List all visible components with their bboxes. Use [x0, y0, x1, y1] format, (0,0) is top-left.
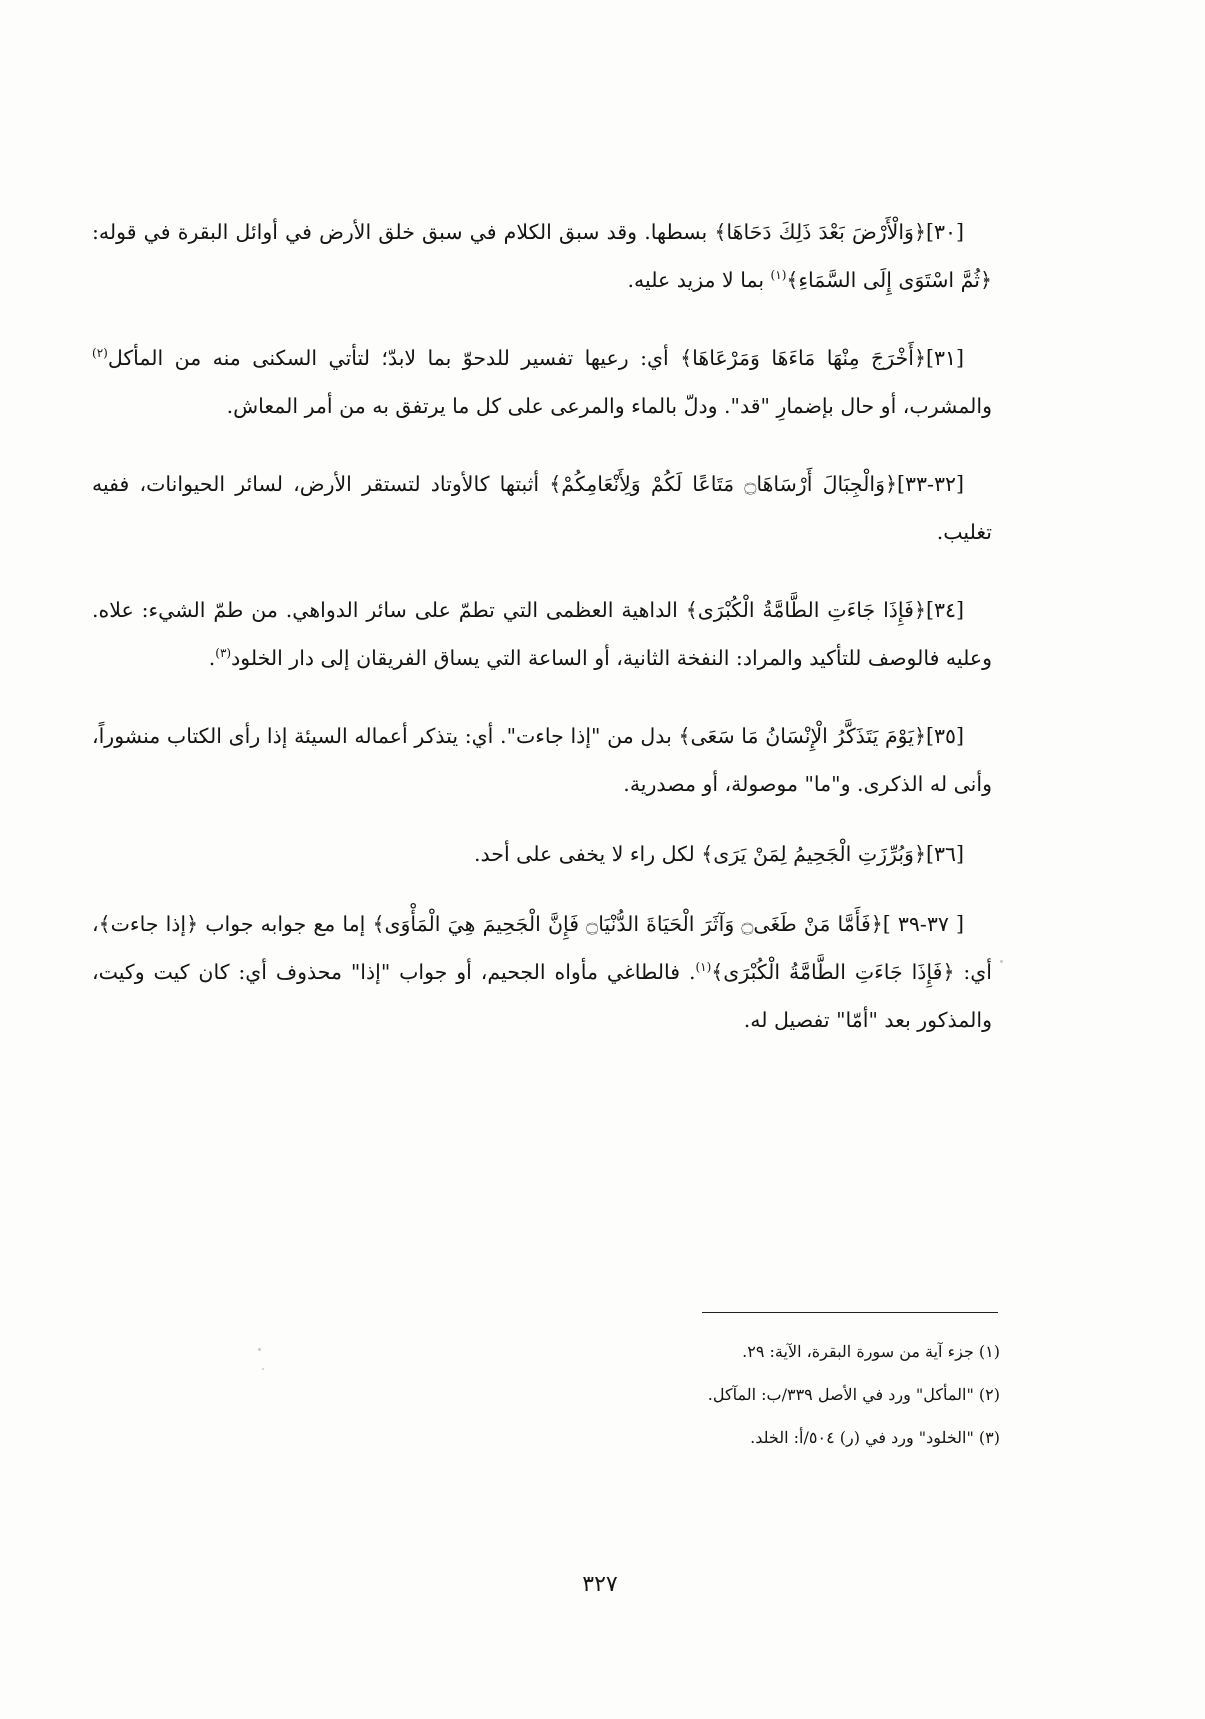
- commentary-tail: بما لا مزيد عليه.: [627, 268, 771, 292]
- verse-number: [٣٥]: [925, 724, 964, 748]
- page-number: ٣٢٧: [582, 1572, 618, 1597]
- footnote-1: (١) جزء آية من سورة البقرة، الآية: ٢٩.: [742, 1342, 1000, 1361]
- paragraph-34: [92, 586, 992, 682]
- footnote-3: (٣) "الخلود" ورد في (ر) ٥٠٤/أ: الخلد.: [750, 1428, 1000, 1447]
- commentary-text: إما مع جوابه جواب ﴿إذا جاءت﴾، أي: ﴿فَإِذَا جَاءَتِ الطَّامَّةُ الْكُبْرَى﴾: [92, 912, 992, 984]
- commentary-text: لكل راء لا يخفى على أحد.: [474, 842, 702, 866]
- commentary-tail: والمشرب، أو حال بإضمارِ "قد". ودلّ بالماء والمرعى على كل ما يرتفق به من أمر المعاش.: [226, 394, 992, 418]
- quran-verse: ﴿وَالْجِبَالَ أَرْسَاهَا۝ مَتَاعًا لَكُمْ وَلِأَنْعَامِكُمْ﴾: [549, 472, 897, 496]
- footnotes: [600, 1330, 1000, 1459]
- main-text: [92, 208, 992, 1074]
- commentary-text: الداهية العظمى التي تطمّ على سائر الدواهي. من طمّ الشيء: علاه. وعليه فالوصف للتأكيد والمراد: النفخة الثانية، أو الساعة التي يساق الفريقان إلى دار الخلود: [92, 598, 992, 670]
- verse-number: [٣٠]: [925, 220, 964, 244]
- footnote-separator: [702, 1312, 998, 1313]
- commentary-text: بدل من "إذا جاءت". أي: يتذكر أعماله السيئة إذا رأى الكتاب منشوراً، وأنى له الذكرى. و"ما" موصولة، أو مصدرية.: [92, 724, 992, 796]
- commentary-tail: .: [208, 646, 216, 670]
- verse-number: [٣٤]: [925, 598, 964, 622]
- footnote-ref: (٢): [92, 346, 108, 361]
- verse-number: [ ٣٧-٣٩ ]: [882, 912, 965, 936]
- footnote-2: (٢) "المأكل" ورد في الأصل ٣٣٩/ب: المآكل.: [707, 1385, 1000, 1404]
- footnote-ref: (١): [770, 268, 787, 283]
- verse-number: [٣٢-٣٣]: [897, 472, 964, 496]
- paragraph-36: [92, 830, 992, 878]
- footnote-ref: (٣): [215, 646, 232, 661]
- quran-verse: ﴿فَأَمَّا مَنْ طَغَى۝ وَآثَرَ الْحَيَاةَ الدُّنْيَا۝ فَإِنَّ الْجَحِيمَ هِيَ الْمَأْوَى﴾: [372, 912, 883, 936]
- quran-verse: ﴿وَبُرِّزَتِ الْجَحِيمُ لِمَنْ يَرَى﴾: [701, 842, 926, 866]
- commentary-text: بسطها. وقد سبق الكلام في سبق خلق الأرض في أوائل البقرة في قوله: ﴿ثُمَّ اسْتَوَى إِلَى السَّمَاءِ﴾: [92, 220, 992, 292]
- quran-verse: ﴿يَوْمَ يَتَذَكَّرُ الْإِنْسَانُ مَا سَعَى﴾: [678, 724, 926, 748]
- paragraph-32-33: [92, 460, 992, 556]
- scan-speck: [262, 1368, 264, 1370]
- scan-speck: [258, 1348, 261, 1351]
- paragraph-30: [92, 208, 992, 304]
- paragraph-37-39: [92, 900, 992, 1044]
- verse-number: [٣١]: [925, 346, 964, 370]
- quran-verse: ﴿فَإِذَا جَاءَتِ الطَّامَّةُ الْكُبْرَى﴾: [685, 598, 926, 622]
- verse-number: [٣٦]: [925, 842, 964, 866]
- quran-verse: ﴿أَخْرَجَ مِنْهَا مَاءَهَا وَمَرْعَاهَا﴾: [680, 346, 926, 370]
- commentary-text: أثبتها كالأوتاد لتستقر الأرض، لسائر الحيوانات، ففيه تغليب.: [92, 472, 992, 544]
- paragraph-31: [92, 334, 992, 430]
- footnote-ref: (١): [695, 960, 712, 975]
- scan-speck: [1000, 960, 1003, 963]
- commentary-text: أي: رعيها تفسير للدحوّ بما لابدّ؛ لتأتي السكنى منه من المأكل: [107, 346, 681, 370]
- quran-verse: ﴿وَالْأَرْضَ بَعْدَ ذَلِكَ دَحَاهَا﴾: [714, 220, 926, 244]
- commentary-tail: . فالطاغي مأواه الجحيم، أو جواب "إذا" محذوف أي: كان كيت وكيت، والمذكور بعد "أمّا" تفصيل له.: [92, 960, 992, 1032]
- paragraph-35: [92, 712, 992, 808]
